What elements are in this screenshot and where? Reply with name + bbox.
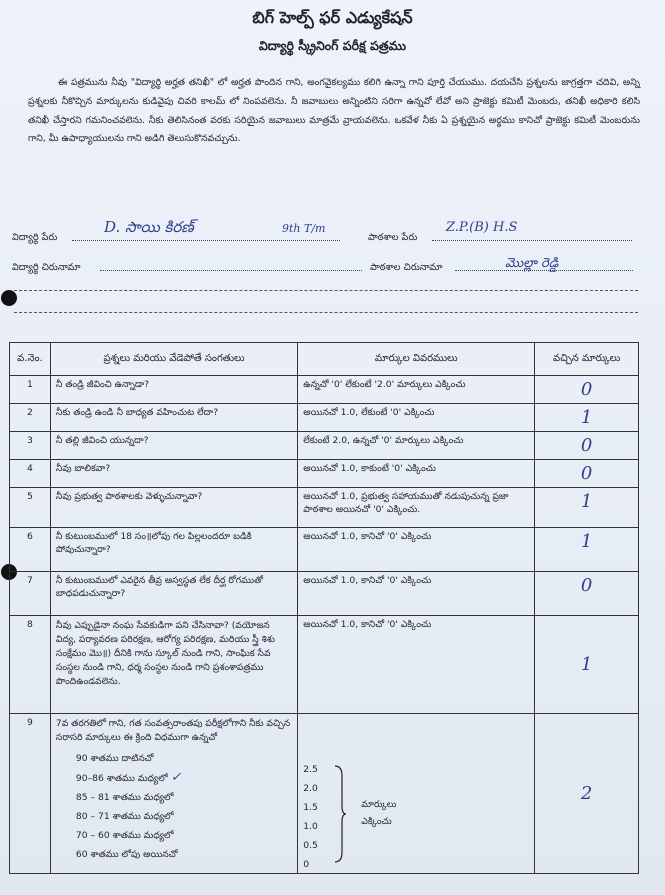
option-item: 85 – 81 శాతము మధ్యలో	[75, 792, 174, 803]
form-title: విద్యార్థి స్క్రీనింగ్ పరీక్ష పత్రము	[258, 38, 407, 53]
header-serial: వ.నెం.	[10, 343, 51, 376]
row-mark-cell[interactable]	[535, 572, 639, 616]
option-item: 80 – 71 శాతము మధ్యలో	[75, 811, 174, 822]
row-rule: అయినచో 1.0, కానిచో '0' ఎక్కించు	[298, 528, 535, 572]
punch-hole-top	[1, 290, 17, 306]
student-name-line	[72, 240, 340, 241]
curly-brace-icon	[333, 764, 347, 864]
school-name-value[interactable]: Z.P.(B) H.S	[446, 220, 518, 235]
table-row	[10, 404, 639, 432]
row-mark-cell[interactable]	[535, 714, 639, 874]
row-question: నీ కుటుంబములో 18 సం॥లోపు గల పిల్లలందరూ బడికి పోవుచున్నారా?	[50, 528, 297, 572]
scale-label: మార్కులు ఎక్కించు	[361, 799, 397, 827]
row-question: నీకు తండ్రి ఉండి నీ బాధ్యత వహించుట లేదా?	[50, 404, 297, 432]
student-name-value[interactable]: D. సాయి కిరణ్	[104, 218, 194, 236]
student-address-label: విద్యార్థి చిరునామా	[12, 262, 81, 273]
row-number: 6	[10, 528, 51, 572]
check-mark: ✓	[170, 770, 182, 785]
blank-line-1	[14, 290, 638, 291]
table-row	[10, 432, 639, 460]
screening-questions-table	[9, 342, 639, 874]
row-mark: 0	[580, 463, 593, 484]
row-mark: 1	[580, 491, 593, 512]
school-address-value[interactable]: మొల్లా రెడ్డి	[505, 256, 559, 271]
scale-values	[303, 760, 318, 874]
table-header-row	[10, 343, 639, 376]
row-number: 9	[10, 714, 51, 874]
row-rule: అయినచో 1.0, కానిచో '0' ఎక్కించు	[298, 616, 535, 714]
instructions-paragraph: ఈ పత్రమును నీవు "విద్యార్థి అర్హత తనిఖీ" లో అర్హత పొందిన గాని, అంగవైకల్యము కలిగి ఉన్నా గాని పూర్తి చేయుము. దయచేసి ప్రశ్నలను జాగ్రత్తగా చదివి, అన్ని ప్రశ్నలకు నీకొచ్చిన మార్కులను కుడివైపు చివరి కాలమ్ లో నింపవలెను. నీ జవాబులు అన్నింటిని సరిగా ఉన్నవో లేవో అని ప్రాజెక్టు కమిటీ మెంబరు, తనిఖీ అధికారి కలిసి తనిఖీ చేస్తారని గమనించవలెను. నీకు తెలిసినంత వరకు సరియైన జవాబులు మాత్రమే వ్రాయవలెను. ఒకవేళ నీకు ఏ ప్రశ్నయైన అర్థము కానిచో ప్రాజెక్టు కమిటీ మెంబరును గాని, మీ ఉపాధ్యాయులను గాని అడిగి తెలుసుకొనవచ్చును.	[28, 77, 640, 145]
blank-line-2	[14, 312, 638, 313]
row-number: 7	[10, 572, 51, 616]
scale-value: 0.5	[303, 840, 318, 851]
table-row	[10, 616, 639, 714]
row-mark: 2	[580, 783, 593, 804]
table-row	[10, 714, 639, 874]
row-rule: లేకుంటే 2.0, ఉన్నచో '0' మార్కులు ఎక్కించు	[298, 432, 535, 460]
table-row	[10, 488, 639, 528]
row-number: 3	[10, 432, 51, 460]
scale-value: 2.0	[303, 783, 318, 794]
table-row	[10, 376, 639, 404]
row-mark-cell[interactable]	[535, 432, 639, 460]
header-questions: ప్రశ్నలు మరియు వేడెపోతే సంగతులు	[50, 343, 297, 376]
option-item: 90 శాతము దాటినచో	[75, 753, 154, 764]
percentage-options	[56, 749, 292, 864]
scale-value: 0	[303, 859, 310, 870]
row-mark: 1	[580, 531, 593, 552]
row-question: నీ తండ్రి జీవించి ఉన్నాడా?	[50, 376, 297, 404]
row-question: నీ కుటుంబములో ఎవరైన తీవ్ర అస్వస్థత లేక దీర్ఘ రోగముతో బాధపడుచున్నారా?	[50, 572, 297, 616]
option-item: 70 – 60 శాతము మధ్యలో	[75, 830, 174, 841]
student-address-line	[100, 270, 362, 271]
row-mark-cell[interactable]	[535, 460, 639, 488]
org-title: బిగ్ హెల్ప్ ఫర్ ఎడ్యుకేషన్	[252, 8, 413, 27]
row-question: నీవు బాలికవా?	[50, 460, 297, 488]
table-row	[10, 460, 639, 488]
row-question: 7వ తరగతిలో గాని, గత సంవత్సరాంతపు పరీక్షలోగాని నీకు వచ్చిన సరాసరి మార్కులు ఈ క్రింది విధముగా ఉన్నచో	[55, 718, 291, 743]
row-rule: అయినచో 1.0, కానిచో '0' ఎక్కించు	[298, 572, 535, 616]
row-mark-cell[interactable]	[535, 488, 639, 528]
row-mark-cell[interactable]	[535, 616, 639, 714]
row-number: 4	[10, 460, 51, 488]
table-row	[10, 572, 639, 616]
scale-value: 1.0	[303, 821, 318, 832]
row-number: 5	[10, 488, 51, 528]
row-rule: అయినచో 1.0, కాకుంటే '0' ఎక్కించు	[298, 460, 535, 488]
row-question: నీవు ప్రభుత్వ పాఠశాలకు వెళ్ళుచున్నావా?	[50, 488, 297, 528]
row-mark-cell[interactable]	[535, 528, 639, 572]
row-mark-cell[interactable]	[535, 376, 639, 404]
option-item-checked: 90–86 శాతము మధ్యలో ✓	[75, 770, 182, 785]
class-value[interactable]: 9th T/m	[282, 222, 326, 235]
row-mark: 1	[580, 407, 593, 428]
option-item: 60 శాతము లోపు అయినచో	[75, 849, 178, 860]
row-number: 1	[10, 376, 51, 404]
row-question-cell	[50, 714, 297, 874]
row-mark: 0	[580, 575, 593, 596]
school-address-label: పాఠశాల చిరునామా	[370, 262, 443, 273]
row-mark-cell[interactable]	[535, 404, 639, 432]
row-number: 8	[10, 616, 51, 714]
row-question: నీవు ఎప్పుడైనా నంఘ సేవకుడిగా పని చేసినావా? (వయోజన విద్య, పర్యావరణ పరిరక్షణ, ఆరోగ్య పరిరక్షణ, మరియు స్త్రీ శిశు సంక్షేమం మొ॥) దీనికి గాను స్కూల్ నుండి గాని, సాంఘిక సేవ సంస్థల నుండి గాని, ధర్మ సంస్థల నుండి గాని ప్రశంశాపత్రము పొందిఉండవలెను.	[50, 616, 297, 714]
header-marks-details: మార్కుల వివరములు	[298, 343, 535, 376]
row-rule: ఉన్నచో '0' లేకుంటే '2.0' మార్కులు ఎక్కించు	[298, 376, 535, 404]
school-name-line	[432, 240, 632, 241]
student-name-label: విద్యార్థి పేరు	[12, 232, 58, 243]
school-name-label: పాఠశాల పేరు	[368, 232, 418, 243]
table-row	[10, 528, 639, 572]
row-rule-cell	[298, 714, 535, 874]
row-question: నీ తల్లి జీవించి యున్నదా?	[50, 432, 297, 460]
row-mark: 0	[580, 379, 593, 400]
scale-value: 1.5	[303, 802, 318, 813]
row-number: 2	[10, 404, 51, 432]
scale-value: 2.5	[303, 764, 318, 775]
row-mark: 1	[580, 654, 593, 675]
header-marks-obtained: వచ్చిన మార్కులు	[535, 343, 639, 376]
row-rule: అయినచో 1.0, ప్రభుత్వ సహాయముతో నడుపుచున్న ప్రజా పాఠశాల అయినచో '0' ఎక్కించు.	[298, 488, 535, 528]
row-mark: 0	[580, 435, 593, 456]
row-rule: అయినచో 1.0, లేకుంటే '0' ఎక్కించు	[298, 404, 535, 432]
marks-scale	[303, 760, 529, 870]
